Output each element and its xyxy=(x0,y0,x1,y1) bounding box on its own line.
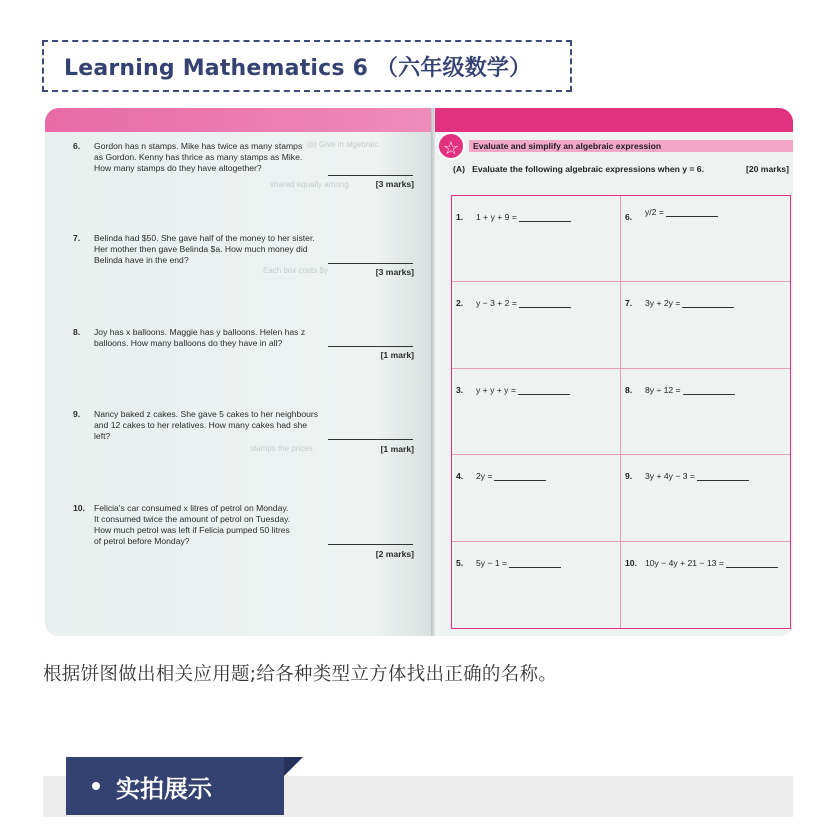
exercise-cell xyxy=(621,455,790,541)
exercise-expression: 1 + y + 9 = xyxy=(476,212,517,222)
exercise-number: 2. xyxy=(456,298,464,309)
question-9 xyxy=(73,409,418,459)
marks-label: [2 marks] xyxy=(375,549,414,559)
workbook-photo xyxy=(45,108,793,636)
exercise-expression: 3y + 4y − 3 = xyxy=(645,471,695,482)
question-line: of petrol before Monday? xyxy=(94,536,190,546)
question-line: Belinda had $50. She gave half of the money to her sister. xyxy=(94,233,315,243)
question-line: as Gordon. Kenny has thrice as many stamps as Mike. xyxy=(94,152,303,162)
footer-label-text: 实拍展示 xyxy=(116,774,212,803)
question-line: Joy has x balloons. Maggie has y balloons. Helen has z xyxy=(94,327,306,337)
section-title: Evaluate and simplify an algebraic expression xyxy=(473,141,662,151)
marks-label: [3 marks] xyxy=(375,179,414,189)
answer-line[interactable] xyxy=(328,439,413,440)
exercise-cell xyxy=(621,542,790,628)
answer-line[interactable] xyxy=(328,544,413,545)
exercise-cell xyxy=(621,369,790,455)
exercise-grid xyxy=(451,195,791,629)
right-page-band xyxy=(435,108,793,132)
star-icon: ☆ xyxy=(437,132,465,160)
answer-line[interactable] xyxy=(328,346,413,347)
question-text xyxy=(94,233,315,266)
bleed-through-text: Each box costs $y xyxy=(263,266,328,275)
marks-total: [20 marks] xyxy=(746,164,789,174)
exercise-number: 8. xyxy=(625,384,633,395)
question-text xyxy=(94,503,290,547)
left-page-band xyxy=(45,108,433,132)
question-line: Felicia's car consumed x litres of petrol on Monday. xyxy=(94,503,289,513)
exercise-cell xyxy=(452,282,621,368)
exercise-expression: y + y + y = xyxy=(476,384,516,395)
left-page xyxy=(45,108,433,636)
exercise-number: 7. xyxy=(625,298,633,309)
exercise-cell xyxy=(452,196,621,282)
question-line: It consumed twice the amount of petrol on Tuesday. xyxy=(94,514,291,524)
question-text xyxy=(94,327,305,349)
page-title: Learning Mathematics 6 （六年级数学） xyxy=(64,55,532,81)
answer-line[interactable] xyxy=(328,263,413,264)
question-line: Belinda have in the end? xyxy=(94,255,189,265)
instruction-row xyxy=(453,164,704,174)
answer-blank[interactable] xyxy=(518,385,570,395)
exercise-number: 9. xyxy=(625,471,633,482)
part-label: (A) xyxy=(453,164,465,174)
question-text xyxy=(94,141,302,174)
right-page xyxy=(435,108,793,636)
answer-blank[interactable] xyxy=(682,298,734,308)
footer-label xyxy=(66,757,284,815)
exercise-number: 4. xyxy=(456,471,464,482)
exercise-cell xyxy=(621,196,790,282)
question-10 xyxy=(73,503,418,563)
answer-blank[interactable] xyxy=(683,385,735,395)
marks-label: [3 marks] xyxy=(375,267,414,277)
bleed-through-text: shared equally among xyxy=(270,180,349,189)
exercise-expression: 8y ÷ 12 = xyxy=(645,384,681,395)
exercise-cell xyxy=(452,542,621,628)
question-number: 8. xyxy=(73,327,81,337)
exercise-number: 10. xyxy=(625,557,637,568)
exercise-number: 5. xyxy=(456,557,464,568)
question-number: 9. xyxy=(73,409,81,419)
question-line: balloons. How many balloons do they have in all? xyxy=(94,338,283,348)
exercise-number: 6. xyxy=(625,212,633,222)
exercise-expression: 3y + 2y = xyxy=(645,298,681,309)
answer-line[interactable] xyxy=(328,175,413,176)
exercise-number: 3. xyxy=(456,384,464,395)
question-7 xyxy=(73,233,418,283)
exercise-expression: 5y − 1 = xyxy=(476,557,508,568)
marks-label: [1 mark] xyxy=(380,350,414,360)
question-number: 10. xyxy=(73,503,85,513)
exercise-number: 1. xyxy=(456,212,464,222)
answer-blank[interactable] xyxy=(509,558,561,568)
marks-label: [1 mark] xyxy=(380,444,414,454)
answer-blank[interactable] xyxy=(494,471,546,481)
exercise-cell xyxy=(452,455,621,541)
bullet-icon xyxy=(92,782,100,790)
question-number: 7. xyxy=(73,233,81,243)
question-number: 6. xyxy=(73,141,81,151)
exercise-expression: y − 3 + 2 = xyxy=(476,298,517,309)
bleed-through-text: (b) Give in algebraic xyxy=(307,140,379,149)
question-8 xyxy=(73,327,418,367)
exercise-cell xyxy=(621,282,790,368)
answer-blank[interactable] xyxy=(519,212,571,222)
question-line: Nancy baked z cakes. She gave 5 cakes to her neighbours xyxy=(94,409,319,419)
description-caption: 根据饼图做出相关应用题;给各种类型立方体找出正确的名称。 xyxy=(43,664,558,685)
question-text xyxy=(94,409,318,442)
bleed-through-text: stamps the prices xyxy=(250,444,313,453)
answer-blank[interactable] xyxy=(697,471,749,481)
exercise-expression: 2y = xyxy=(476,471,493,482)
question-line: How much petrol was left if Felicia pumped 50 litres xyxy=(94,525,290,535)
question-line: left? xyxy=(94,431,111,441)
question-line: Gordon has n stamps. Mike has twice as many stamps xyxy=(94,141,303,151)
question-line: and 12 cakes to her relatives. How many cakes had she xyxy=(94,420,308,430)
answer-blank[interactable] xyxy=(519,298,571,308)
answer-blank[interactable] xyxy=(726,558,778,568)
exercise-expression: y/2 = xyxy=(645,207,664,217)
exercise-expression: 10y − 4y + 21 − 13 = xyxy=(645,557,724,568)
answer-blank[interactable] xyxy=(666,207,718,217)
question-line: How many stamps do they have altogether? xyxy=(94,163,262,173)
question-6 xyxy=(73,141,418,191)
exercise-cell xyxy=(452,369,621,455)
header-title-box xyxy=(42,40,572,92)
footer-fold xyxy=(284,757,303,776)
question-line: Her mother then gave Belinda $a. How much money did xyxy=(94,244,308,254)
instruction-text: Evaluate the following algebraic expressions when y = 6. xyxy=(472,164,704,174)
